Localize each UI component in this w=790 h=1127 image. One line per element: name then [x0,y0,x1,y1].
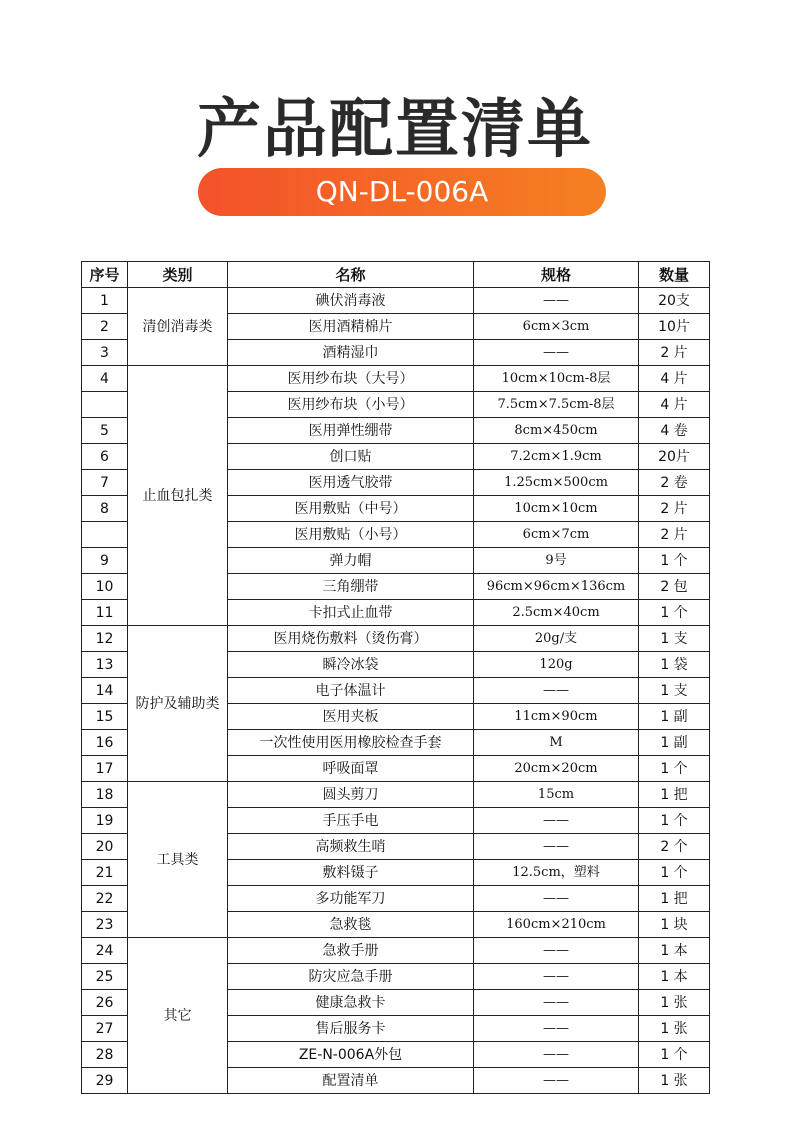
row-number: 10 [82,574,128,600]
item-spec: —— [474,886,639,912]
item-quantity: 1 个 [639,548,710,574]
item-spec: M [474,730,639,756]
table-row [82,288,710,314]
category-cell: 止血包扎类 [128,366,228,626]
row-number [82,522,128,548]
item-spec: 9号 [474,548,639,574]
row-number: 22 [82,886,128,912]
item-name: 电子体温计 [228,678,474,704]
item-name: 高频救生哨 [228,834,474,860]
item-quantity: 1 本 [639,938,710,964]
item-name: 圆头剪刀 [228,782,474,808]
item-quantity: 1 张 [639,1016,710,1042]
item-quantity: 1 个 [639,860,710,886]
item-quantity: 1 副 [639,730,710,756]
row-number: 21 [82,860,128,886]
table-row [82,626,710,652]
item-quantity: 1 袋 [639,652,710,678]
category-cell: 防护及辅助类 [128,626,228,782]
item-quantity: 1 把 [639,886,710,912]
item-quantity: 1 张 [639,990,710,1016]
item-name: 卡扣式止血带 [228,600,474,626]
row-number: 16 [82,730,128,756]
item-spec: —— [474,964,639,990]
item-name: 医用酒精棉片 [228,314,474,340]
item-quantity: 4 片 [639,366,710,392]
item-spec: —— [474,1042,639,1068]
item-quantity: 2 片 [639,340,710,366]
item-name: 急救手册 [228,938,474,964]
item-spec: 20cm×20cm [474,756,639,782]
item-name: 健康急救卡 [228,990,474,1016]
item-spec: 11cm×90cm [474,704,639,730]
item-name: 敷料镊子 [228,860,474,886]
item-name: 创口贴 [228,444,474,470]
item-spec: 7.5cm×7.5cm-8层 [474,392,639,418]
item-name: 急救毯 [228,912,474,938]
item-name: 酒精湿巾 [228,340,474,366]
row-number: 14 [82,678,128,704]
header-category: 类别 [128,262,228,288]
item-spec: —— [474,938,639,964]
row-number: 11 [82,600,128,626]
row-number: 24 [82,938,128,964]
row-number: 5 [82,418,128,444]
item-name: 瞬冷冰袋 [228,652,474,678]
row-number: 29 [82,1068,128,1094]
row-number: 2 [82,314,128,340]
item-name: 医用敷贴（小号） [228,522,474,548]
item-spec: 10cm×10cm-8层 [474,366,639,392]
row-number: 25 [82,964,128,990]
item-name: 一次性使用医用橡胶检查手套 [228,730,474,756]
item-spec: 8cm×450cm [474,418,639,444]
item-quantity: 20支 [639,288,710,314]
item-spec: —— [474,1068,639,1094]
item-spec: —— [474,288,639,314]
row-number: 19 [82,808,128,834]
item-spec: 12.5cm，塑料 [474,860,639,886]
table-body [82,288,710,1094]
header-spec: 规格 [474,262,639,288]
item-spec: 6cm×7cm [474,522,639,548]
item-quantity: 1 副 [639,704,710,730]
row-number: 9 [82,548,128,574]
item-name: 医用敷贴（中号） [228,496,474,522]
row-number: 3 [82,340,128,366]
row-number: 12 [82,626,128,652]
item-name: 多功能军刀 [228,886,474,912]
table-header-row [82,262,710,288]
row-number: 1 [82,288,128,314]
item-name: ZE-N-006A外包 [228,1042,474,1068]
item-spec: —— [474,1016,639,1042]
item-quantity: 10片 [639,314,710,340]
item-name: 配置清单 [228,1068,474,1094]
item-spec: 160cm×210cm [474,912,639,938]
item-quantity: 1 把 [639,782,710,808]
header-qty: 数量 [639,262,710,288]
item-name: 医用纱布块（小号） [228,392,474,418]
row-number: 17 [82,756,128,782]
item-quantity: 1 个 [639,808,710,834]
item-name: 医用纱布块（大号） [228,366,474,392]
row-number: 13 [82,652,128,678]
item-name: 呼吸面罩 [228,756,474,782]
item-quantity: 2 片 [639,522,710,548]
item-quantity: 4 片 [639,392,710,418]
item-quantity: 1 个 [639,756,710,782]
product-config-table [81,261,710,1094]
item-spec: —— [474,340,639,366]
item-spec: 96cm×96cm×136cm [474,574,639,600]
table-row [82,782,710,808]
row-number: 7 [82,470,128,496]
item-name: 医用弹性绷带 [228,418,474,444]
header-name: 名称 [228,262,474,288]
item-quantity: 1 支 [639,678,710,704]
category-cell: 清创消毒类 [128,288,228,366]
item-name: 医用夹板 [228,704,474,730]
item-name: 碘伏消毒液 [228,288,474,314]
table-row [82,938,710,964]
item-quantity: 2 包 [639,574,710,600]
row-number: 18 [82,782,128,808]
row-number: 8 [82,496,128,522]
item-quantity: 1 个 [639,600,710,626]
item-name: 防灾应急手册 [228,964,474,990]
row-number [82,392,128,418]
header-no: 序号 [82,262,128,288]
item-spec: —— [474,808,639,834]
item-spec: —— [474,678,639,704]
item-name: 手压手电 [228,808,474,834]
item-name: 医用透气胶带 [228,470,474,496]
item-spec: 6cm×3cm [474,314,639,340]
item-spec: —— [474,990,639,1016]
item-spec: 10cm×10cm [474,496,639,522]
item-name: 售后服务卡 [228,1016,474,1042]
item-spec: 1.25cm×500cm [474,470,639,496]
row-number: 6 [82,444,128,470]
item-quantity: 2 片 [639,496,710,522]
item-quantity: 20片 [639,444,710,470]
item-spec: 2.5cm×40cm [474,600,639,626]
table-row [82,366,710,392]
row-number: 4 [82,366,128,392]
item-spec: 120g [474,652,639,678]
item-spec: 20g/支 [474,626,639,652]
item-quantity: 1 支 [639,626,710,652]
item-quantity: 2 卷 [639,470,710,496]
item-quantity: 2 个 [639,834,710,860]
item-spec: —— [474,834,639,860]
item-name: 弹力帽 [228,548,474,574]
item-quantity: 1 块 [639,912,710,938]
category-cell: 其它 [128,938,228,1094]
row-number: 20 [82,834,128,860]
model-badge: QN-DL-006A [198,168,606,216]
row-number: 26 [82,990,128,1016]
item-quantity: 4 卷 [639,418,710,444]
item-name: 医用烧伤敷料（烫伤膏） [228,626,474,652]
page-title: 产品配置清单 [197,93,593,167]
item-quantity: 1 张 [639,1068,710,1094]
item-spec: 15cm [474,782,639,808]
item-quantity: 1 本 [639,964,710,990]
row-number: 28 [82,1042,128,1068]
item-spec: 7.2cm×1.9cm [474,444,639,470]
row-number: 23 [82,912,128,938]
row-number: 27 [82,1016,128,1042]
row-number: 15 [82,704,128,730]
item-name: 三角绷带 [228,574,474,600]
category-cell: 工具类 [128,782,228,938]
item-quantity: 1 个 [639,1042,710,1068]
